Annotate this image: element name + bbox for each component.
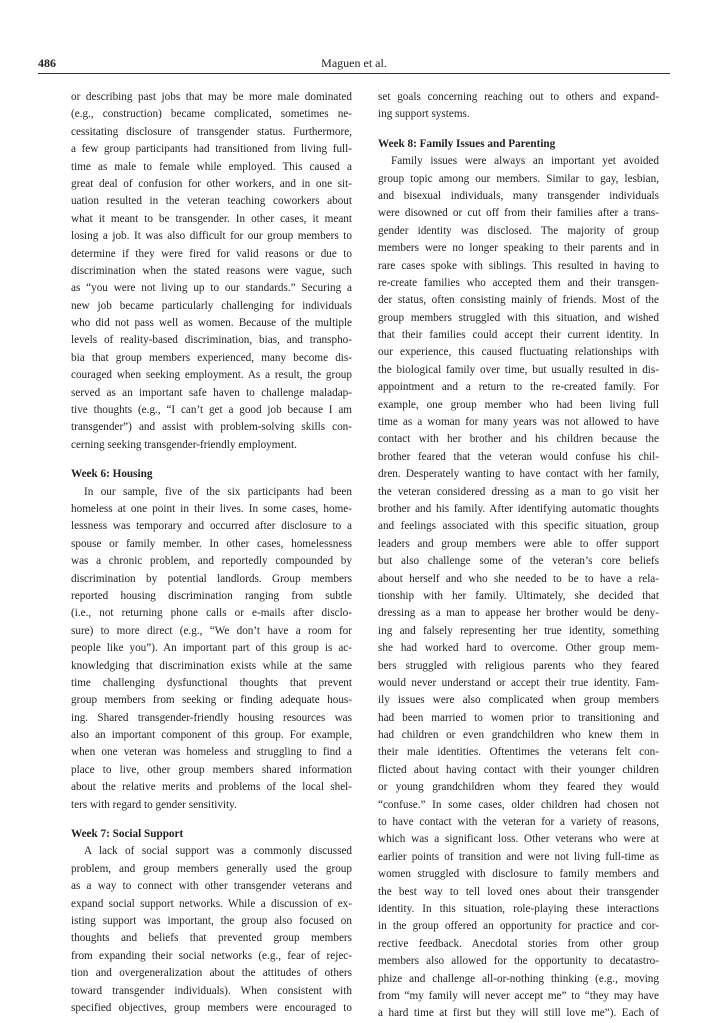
heading-week-6: Week 6: Housing bbox=[71, 468, 153, 481]
text-line: were disowned or cut off from their families after a trans- bbox=[378, 207, 659, 220]
text-line: set goals concerning reaching out to others and expand- bbox=[378, 91, 659, 103]
text-line: and bisexual individuals, many transgender individuals bbox=[378, 189, 659, 202]
text-line: bia that group members experienced, many become dis- bbox=[71, 351, 352, 364]
text-line: uation resulted in the veteran teaching coworkers about bbox=[71, 195, 352, 208]
paragraph-week-6 bbox=[71, 484, 352, 814]
paragraph-week-7-continued bbox=[378, 89, 659, 124]
text-line: she had worked hard to overcome. Other group mem- bbox=[378, 642, 659, 655]
text-line: also an important component of this group. For example, bbox=[71, 729, 352, 742]
text-line: contact with her brother and his children because the bbox=[378, 433, 659, 446]
text-line: earlier points of transition and were not living full-time as bbox=[378, 850, 659, 863]
text-line: discrimination by potential landlords. Group members bbox=[71, 572, 352, 585]
text-line: gender identity was disclosed. The majority of group bbox=[378, 224, 659, 237]
text-line: women struggled with disclosure to family members and bbox=[378, 868, 659, 881]
text-line: or describing past jobs that may be more male dominated bbox=[71, 91, 352, 103]
text-line: ing support systems. bbox=[378, 108, 470, 121]
text-line: reported housing discrimination ranging from subtle bbox=[71, 589, 352, 602]
text-line: cerning seeking transgender-friendly employment. bbox=[71, 438, 297, 451]
header-rule bbox=[38, 73, 670, 74]
text-line: (i.e., not returning phone calls or e-mails after disclo- bbox=[71, 607, 352, 620]
right-column bbox=[378, 89, 659, 1023]
text-line: our experience, this caused fluctuating relationships with bbox=[378, 346, 659, 359]
text-line: A lack of social support was a commonly discussed bbox=[84, 845, 352, 858]
text-line: in the group offered an opportunity for practice and cor- bbox=[378, 920, 659, 933]
section-gap bbox=[71, 454, 352, 466]
text-line: and feelings associated with this specific situation, group bbox=[378, 520, 659, 533]
text-line: knowledging that discrimination exists while at the same bbox=[71, 659, 352, 672]
text-line: great deal of confusion for other workers, and in one sit- bbox=[71, 177, 352, 190]
text-line: In our sample, five of the six participants had been bbox=[84, 485, 352, 498]
text-line: about herself and who she needed to be to have a rela- bbox=[378, 572, 659, 585]
text-line: rective feedback. Anecdotal stories from other group bbox=[378, 937, 659, 950]
text-line: the biological family over time, but usually resulted in dis- bbox=[378, 363, 659, 376]
text-line: tion and overgeneralization about the attitudes of others bbox=[71, 967, 352, 980]
text-line: from “my family will never accept me” to “they may have bbox=[378, 989, 659, 1002]
text-line: couraged when seeking employment. As a result, the group bbox=[71, 369, 352, 382]
text-line: phize and challenge all-or-nothing thinking (e.g., moving bbox=[378, 972, 659, 985]
text-line: cessitating disclosure of transgender status. Furthermore, bbox=[71, 125, 352, 138]
text-line: about the relative merits and problems of the local shel- bbox=[71, 781, 352, 794]
text-line: or young grandchildren whom they feared they would bbox=[378, 781, 659, 794]
text-line: ing and falsely representing her true identity, something bbox=[378, 624, 659, 637]
text-line: levels of reality-based discrimination, bias, and transpho- bbox=[71, 334, 352, 347]
text-line: dren. Desperately wanting to have contact with her family, bbox=[378, 468, 659, 481]
text-line: their male identities. Oftentimes the veterans felt con- bbox=[378, 746, 659, 759]
text-line: homeless at one point in their lives. In some cases, home- bbox=[71, 502, 352, 515]
text-line: (e.g., construction) became complicated, sometimes ne- bbox=[71, 108, 352, 121]
text-line: as “you were not living up to our standards.” Securing a bbox=[71, 282, 352, 295]
text-line: re-create families who accepted them and their transgen- bbox=[378, 276, 659, 289]
text-line: who did not pass well as women. Because of the multiple bbox=[71, 317, 352, 330]
text-line: people like you”). An important part of this group is ac- bbox=[71, 642, 352, 655]
text-line: from expanding their social networks (e.g., fear of rejec- bbox=[71, 949, 352, 962]
text-line: time as male to female while employed. This caused a bbox=[71, 160, 352, 173]
text-line: group topic among our members. Similar to gay, lesbian, bbox=[378, 172, 659, 185]
heading-week-8: Week 8: Family Issues and Parenting bbox=[378, 137, 556, 150]
text-line: brother feared that the veteran would confuse his chil- bbox=[378, 450, 659, 463]
text-line: that their families could accept their current identity. In bbox=[378, 329, 659, 342]
text-line: example, one group member who had been living full bbox=[378, 398, 659, 411]
text-line: but also challenge some of the veteran’s core beliefs bbox=[378, 555, 659, 568]
text-line: to have contact with the veteran for a variety of reasons, bbox=[378, 816, 659, 829]
text-line: place to live, other group members shared information bbox=[71, 763, 352, 776]
text-line: was a chronic problem, and reportedly compounded by bbox=[71, 555, 352, 568]
text-line: losing a job. It was also difficult for our group members to bbox=[71, 230, 352, 243]
paragraph-employment bbox=[71, 89, 352, 454]
text-line: isting support was important, the group also focused on bbox=[71, 914, 352, 927]
text-line: flicted about having contact with their younger children bbox=[378, 763, 659, 776]
text-line: dressing as a man to appease her brother would be deny- bbox=[378, 607, 659, 620]
text-line: appointment and a return to the re-created family. For bbox=[378, 381, 659, 394]
text-line: when one veteran was homeless and struggling to find a bbox=[71, 746, 352, 759]
text-line: rare cases spoke with siblings. This resulted in having to bbox=[378, 259, 659, 272]
section-gap bbox=[378, 124, 659, 136]
text-line: would never understand or accept their true identity. Fam- bbox=[378, 676, 659, 689]
paragraph-week-7 bbox=[71, 843, 352, 1017]
text-line: problem, and group members generally used the group bbox=[71, 862, 352, 875]
text-line: time as a woman for many years was not allowed to have bbox=[378, 416, 659, 429]
text-line: group members from seeking or finding adequate hous- bbox=[71, 694, 352, 707]
page-number: 486 bbox=[38, 56, 56, 70]
text-line: as a way to connect with other transgender veterans and bbox=[71, 880, 352, 893]
text-line: served as an important safe haven to challenge maladap- bbox=[71, 386, 352, 399]
text-line: Family issues were always an important yet avoided bbox=[391, 155, 659, 168]
text-line: bers struggled with religious parents who they feared bbox=[378, 659, 659, 672]
text-line: members also allowed for the opportunity to decatastro- bbox=[378, 955, 659, 968]
text-line: lessness was temporary and occurred after disclosure to a bbox=[71, 520, 352, 533]
text-line: had children or even grandchildren who knew them in bbox=[378, 729, 659, 742]
text-line: transgender”) and assist with problem-solving skills con- bbox=[71, 421, 352, 434]
text-line: members were no longer speaking to their parents and in bbox=[378, 242, 659, 255]
paragraph-week-8 bbox=[378, 153, 659, 1023]
left-column bbox=[71, 89, 352, 1017]
text-line: which was a significant loss. Other veterans who were at bbox=[378, 833, 659, 846]
heading-week-7: Week 7: Social Support bbox=[71, 828, 184, 841]
text-line: identity. In this situation, role-playing these interactions bbox=[378, 902, 659, 915]
text-line: group members struggled with this situation, and wished bbox=[378, 311, 659, 324]
text-line: the veteran considered dressing as a man to go visit her bbox=[378, 485, 659, 498]
text-line: time challenging dysfunctional thoughts that prevent bbox=[71, 676, 352, 689]
text-line: brother and his family. After identifying automatic thoughts bbox=[378, 502, 659, 515]
text-line: the best way to tell loved ones about their transgender bbox=[378, 885, 659, 898]
text-line: a few group participants had transitioned from living full- bbox=[71, 143, 352, 156]
text-line: der status, often consisting mainly of friends. Most of the bbox=[378, 294, 659, 307]
page-header bbox=[38, 52, 670, 72]
section-gap bbox=[71, 814, 352, 826]
text-line: tionship with her family. Ultimately, she decided that bbox=[378, 589, 659, 602]
text-line: specified objectives, group members were encouraged to bbox=[71, 1001, 352, 1014]
text-line: tive thoughts (e.g., “I can’t get a good job because I am bbox=[71, 404, 352, 417]
text-line: toward transgender individuals). When consistent with bbox=[71, 984, 352, 997]
text-line: expand social support networks. While a discussion of ex- bbox=[71, 897, 352, 910]
text-line: discrimination when the stated reasons were vague, such bbox=[71, 264, 352, 277]
text-line: ters with regard to gender sensitivity. bbox=[71, 798, 237, 811]
text-line: thoughts and beliefs that prevented group members bbox=[71, 932, 352, 945]
text-line: “confuse.” In some cases, older children had chosen not bbox=[378, 798, 659, 811]
text-line: determine if they were fired for valid reasons or due to bbox=[71, 247, 352, 260]
text-line: what it meant to be transgender. In other cases, it meant bbox=[71, 212, 352, 225]
running-head: Maguen et al. bbox=[321, 56, 387, 70]
text-line: new job became particularly challenging for individuals bbox=[71, 299, 352, 312]
text-line: spouse or family member. In other cases, homelessness bbox=[71, 537, 352, 550]
text-line: had been married to women prior to transitioning and bbox=[378, 711, 659, 724]
text-line: ily issues were also complicated when group members bbox=[378, 694, 659, 707]
text-line: sure) to more direct (e.g., “We don’t have a room for bbox=[71, 624, 352, 637]
text-line: ing. Shared transgender-friendly housing resources was bbox=[71, 711, 352, 724]
text-line: a hard time at first but they will still love me”). Each of bbox=[378, 1007, 659, 1020]
text-line: leaders and group members were able to offer support bbox=[378, 537, 659, 550]
